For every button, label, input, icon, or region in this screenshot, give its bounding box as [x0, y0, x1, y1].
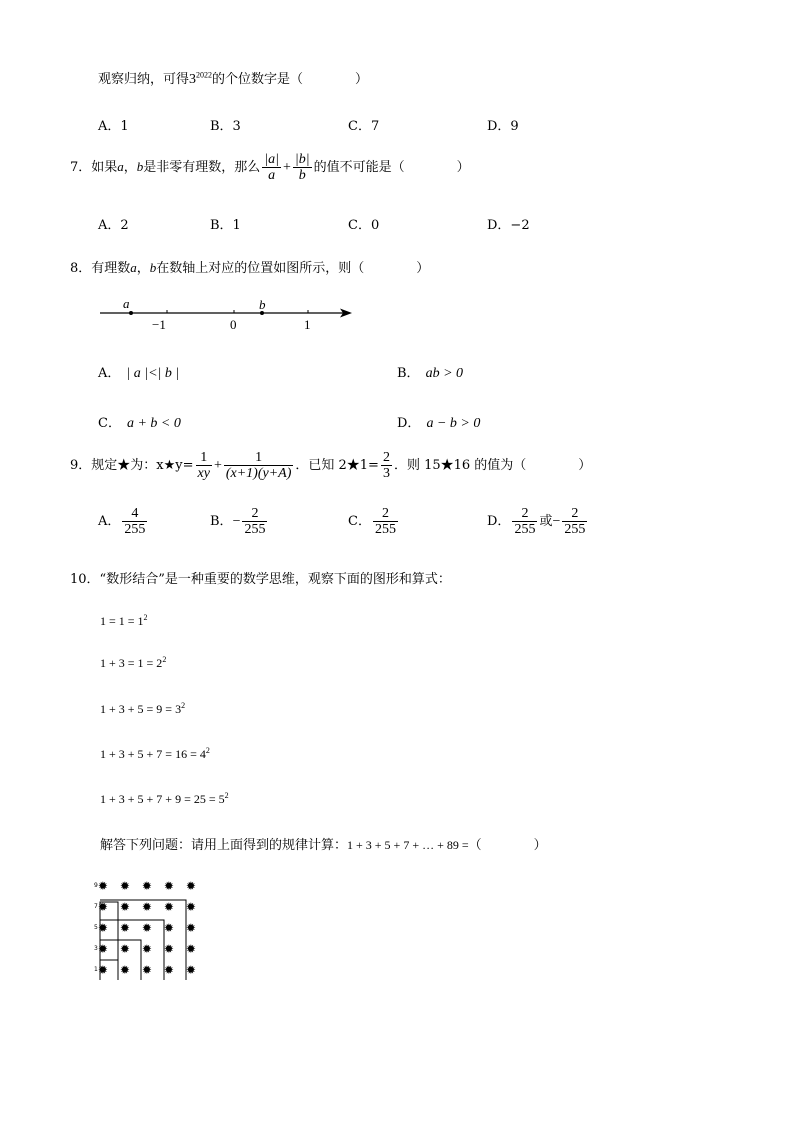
- q9-stem: [70, 450, 591, 481]
- star-icon: ✹: [141, 900, 152, 914]
- q8-option-d[interactable]: [397, 412, 480, 432]
- q10-eq2-exp: 2: [162, 655, 167, 664]
- q6-option-b[interactable]: B．3: [210, 119, 241, 134]
- q7-frac-b-num: |b|: [294, 152, 310, 167]
- q9-option-c-label: C．: [348, 514, 371, 529]
- q9-option-c-den: 255: [374, 522, 396, 537]
- q10-equation-2: [100, 655, 166, 671]
- q9-stem-mid: ．已知 2★1=: [295, 458, 379, 473]
- q7-comma: ，: [123, 160, 137, 175]
- q6-option-c[interactable]: C．7: [348, 119, 380, 134]
- star-icon: ✹: [97, 900, 108, 914]
- q9-option-b-label: B．: [210, 514, 233, 529]
- q7-stem: [70, 152, 470, 183]
- star-icon: ✹: [163, 963, 174, 977]
- star-icon: ✹: [141, 921, 152, 935]
- q8-option-c-expr: a + b < 0: [126, 416, 181, 431]
- star-icon: ✹: [119, 879, 130, 893]
- q9-option-d-frac1: [512, 506, 537, 537]
- star-icon: ✹: [185, 921, 196, 935]
- star-icon: ✹: [119, 942, 130, 956]
- q8-option-d-expr: a − b > 0: [426, 416, 481, 431]
- q10-question: [100, 834, 547, 853]
- q8-option-c[interactable]: [98, 412, 181, 432]
- q9-option-c-num: 2: [373, 506, 398, 522]
- q9-option-d-num1: 2: [512, 506, 537, 522]
- q9-f2-den: (x+1)(y+A): [225, 466, 292, 481]
- q10-eq4-exp: 2: [205, 746, 210, 755]
- q6-stem: [98, 68, 368, 88]
- q9-fraction-2: [224, 450, 294, 481]
- q6-exp: 2022: [196, 70, 213, 80]
- star-icon: ✹: [119, 963, 130, 977]
- q8-option-b[interactable]: [397, 362, 463, 382]
- q9-option-d-or: 或: [539, 514, 553, 529]
- q8-var-a: a: [130, 260, 137, 275]
- q7-frac-a-num: |a|: [264, 152, 280, 167]
- q10-equation-1: [100, 613, 148, 629]
- star-icon: ✹: [119, 900, 130, 914]
- point-a: [129, 311, 133, 315]
- label-a: a: [123, 296, 130, 311]
- q10-equation-4: [100, 746, 210, 762]
- q7-stem-mid: 是非零有理数，那么: [143, 160, 261, 175]
- q7-frac-b-den: b: [298, 168, 306, 183]
- q7-option-b[interactable]: B．1: [210, 218, 241, 233]
- star-icon: ✹: [141, 942, 152, 956]
- star-icon: ✹: [141, 963, 152, 977]
- q7-frac-a-den: a: [268, 168, 276, 183]
- q9-f3-num: 2: [382, 450, 390, 465]
- q8-option-d-label: D．: [397, 416, 421, 431]
- tick-label-neg1: −1: [152, 317, 166, 332]
- q9-stem-pre: 9．规定★为：x★y=: [70, 458, 194, 473]
- q9-option-a-label: A．: [98, 514, 121, 529]
- q9-option-c[interactable]: [348, 506, 400, 537]
- q8-option-a-label: A．: [98, 366, 121, 381]
- q9-plus: +: [213, 458, 222, 473]
- q7-stem-post: 的值不可能是（ ）: [313, 160, 470, 175]
- star-row-7: [94, 897, 208, 918]
- star-row-9: [94, 876, 208, 897]
- q8-option-a-expr: | a |<| b |: [126, 366, 180, 381]
- q10-eq1-lhs: 1 = 1 = 1: [100, 614, 144, 628]
- q6-power: [189, 72, 212, 87]
- star-icon: ✹: [141, 879, 152, 893]
- q9-f3-den: 3: [382, 466, 390, 481]
- q6-base: 3: [189, 72, 197, 87]
- q8-option-c-label: C．: [98, 416, 121, 431]
- star-icon: ✹: [185, 900, 196, 914]
- q10-equation-3: [100, 701, 185, 717]
- q9-option-d-frac2: [562, 506, 587, 537]
- q7-var-a: a: [117, 159, 124, 174]
- q7-plus: +: [283, 160, 291, 175]
- q10-star-rows: [94, 876, 208, 981]
- q8-stem: [70, 257, 429, 276]
- q10-star-figure: [94, 876, 214, 982]
- q6-stem-pre: 观察归纳，可得: [98, 72, 190, 87]
- row-label-1: 1: [94, 966, 98, 973]
- row-label-3: 3: [94, 945, 98, 952]
- row-label-5: 5: [94, 924, 98, 931]
- q9-option-b-den: 255: [244, 522, 266, 537]
- q7-option-d[interactable]: D．−2: [487, 218, 530, 233]
- star-row-3: [94, 939, 208, 960]
- q10-eq3-lhs: 1 + 3 + 5 = 9 = 3: [100, 702, 182, 716]
- q9-option-b-sign: −: [232, 514, 241, 529]
- q10-equation-5: [100, 791, 229, 807]
- star-icon: ✹: [163, 879, 174, 893]
- q7-var-b: b: [136, 159, 144, 174]
- q8-var-b: b: [149, 260, 157, 275]
- q7-option-a[interactable]: A．2: [98, 218, 129, 233]
- q10-question-post: （ ）: [468, 838, 547, 853]
- star-icon: ✹: [163, 921, 174, 935]
- q6-option-a[interactable]: A．1: [98, 119, 129, 134]
- q9-option-d-sign: −: [552, 514, 561, 529]
- q10-eq2-lhs: 1 + 3 = 1 = 2: [100, 656, 163, 670]
- star-icon: ✹: [97, 963, 108, 977]
- q9-option-d-label: D．: [487, 514, 511, 529]
- q7-option-c[interactable]: C．0: [348, 218, 380, 233]
- q9-option-d-den1: 255: [514, 522, 536, 537]
- q6-stem-post: 的个位数字是（ ）: [212, 72, 369, 87]
- q8-number-line: [96, 296, 358, 336]
- q7-fraction-b: [293, 152, 312, 183]
- star-icon: ✹: [185, 942, 196, 956]
- star-icon: ✹: [97, 921, 108, 935]
- q8-option-b-expr: ab > 0: [425, 366, 464, 381]
- star-row-5: [94, 918, 208, 939]
- star-icon: ✹: [163, 900, 174, 914]
- q9-f2-num: 1: [224, 450, 294, 466]
- tick-label-1: 1: [304, 317, 311, 332]
- q10-question-expr: 1 + 3 + 5 + 7 + … + 89 =: [347, 838, 469, 852]
- q9-option-d-den2: 255: [564, 522, 586, 537]
- q6-option-d[interactable]: D．9: [487, 119, 519, 134]
- q10-eq4-lhs: 1 + 3 + 5 + 7 = 16 = 4: [100, 747, 206, 761]
- q8-comma: ，: [136, 261, 150, 276]
- q9-option-b[interactable]: [210, 506, 269, 537]
- q9-option-d[interactable]: [487, 506, 589, 537]
- q8-option-b-label: B．: [397, 366, 420, 381]
- star-row-1: [94, 960, 208, 981]
- star-icon: ✹: [97, 879, 108, 893]
- q9-option-b-num: 2: [242, 506, 267, 522]
- star-icon: ✹: [185, 879, 196, 893]
- q10-question-pre: 解答下列问题：请用上面得到的规律计算：: [100, 838, 348, 853]
- q9-fraction-3: [381, 450, 392, 481]
- row-label-7: 7: [94, 903, 98, 910]
- q8-stem-pre: 8．有理数: [70, 261, 131, 276]
- q10-eq5-lhs: 1 + 3 + 5 + 7 + 9 = 25 = 5: [100, 792, 225, 806]
- q10-eq1-exp: 2: [143, 613, 148, 622]
- star-icon: ✹: [97, 942, 108, 956]
- q7-stem-pre: 7．如果: [70, 160, 118, 175]
- q10-stem: 10．“数形结合”是一种重要的数学思维，观察下面的图形和算式：: [70, 572, 451, 587]
- q9-fraction-1: [196, 450, 212, 481]
- q9-option-a-den: 255: [124, 522, 146, 537]
- q9-option-b-frac: [242, 506, 267, 537]
- q9-f1-den: xy: [197, 466, 210, 481]
- q8-stem-post: 在数轴上对应的位置如图所示，则（ ）: [156, 261, 430, 276]
- star-icon: ✹: [185, 963, 196, 977]
- q9-option-c-frac: [373, 506, 398, 537]
- q9-option-a[interactable]: [98, 506, 149, 537]
- star-icon: ✹: [119, 921, 130, 935]
- q9-f1-num: 1: [196, 450, 212, 466]
- q9-stem-post: ．则 15★16 的值为（ ）: [393, 458, 592, 473]
- q10-eq3-exp: 2: [181, 701, 186, 710]
- tick-label-0: 0: [230, 317, 237, 332]
- label-b: b: [259, 297, 266, 312]
- q8-option-a[interactable]: [98, 362, 179, 382]
- star-icon: ✹: [163, 942, 174, 956]
- q9-option-d-num2: 2: [562, 506, 587, 522]
- q9-option-a-frac: [122, 506, 147, 537]
- q9-option-a-num: 4: [122, 506, 147, 522]
- row-label-9: 9: [94, 882, 98, 889]
- q10-eq5-exp: 2: [224, 791, 229, 800]
- q7-fraction-a: [262, 152, 281, 183]
